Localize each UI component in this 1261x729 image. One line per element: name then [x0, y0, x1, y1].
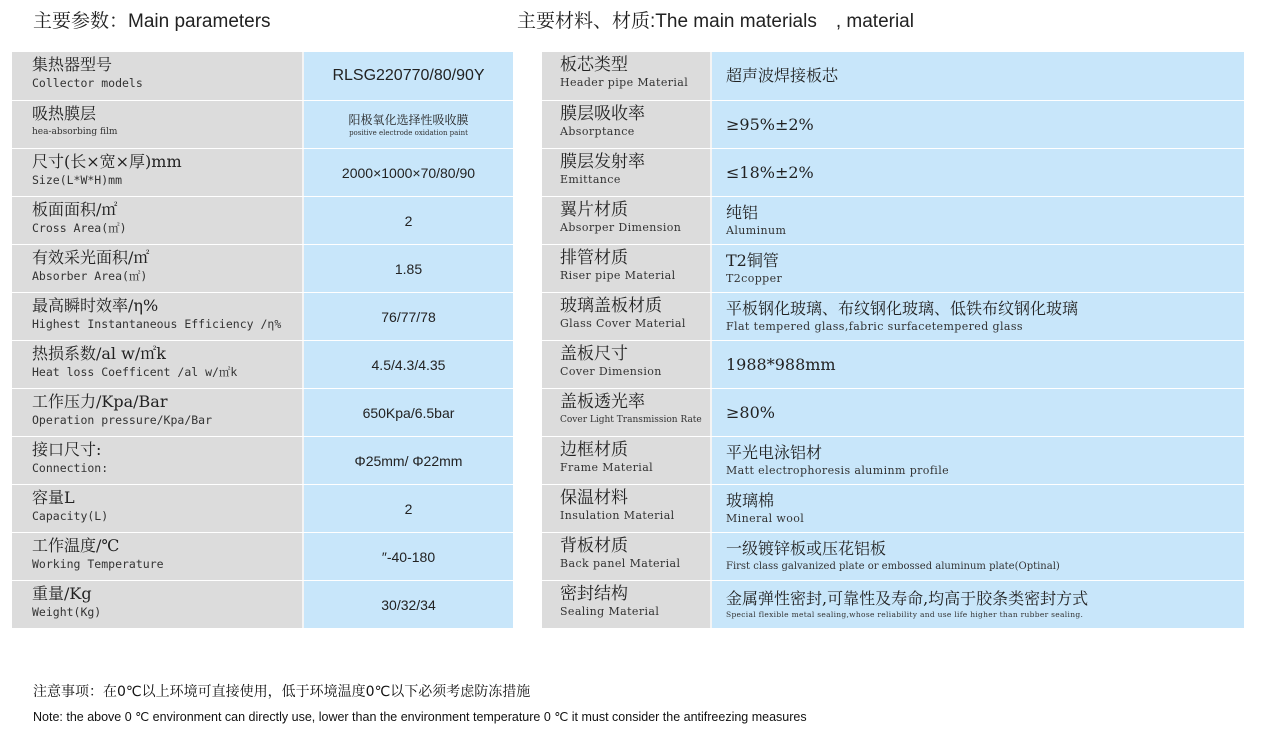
- param-label-en: Connection:: [32, 461, 109, 475]
- material-label: [542, 389, 712, 436]
- material-label-en: Sealing Material: [560, 605, 660, 618]
- material-label: [542, 341, 712, 388]
- material-value-en: Matt electrophoresis aluminm profile: [726, 464, 950, 477]
- param-label-en: Highest Instantaneous Efficiency /η%: [32, 317, 282, 331]
- material-label-cn: 膜层吸收率: [560, 104, 645, 124]
- material-label-cn: 玻璃盖板材质: [560, 296, 662, 316]
- parameters-table: [12, 52, 513, 628]
- param-value-text: 4.5/4.3/4.35: [371, 356, 446, 373]
- param-label-cn: 接口尺寸:: [32, 440, 102, 459]
- material-label-en: Cover Dimension: [560, 365, 662, 378]
- param-label: [12, 293, 304, 340]
- materials-table: [542, 52, 1244, 628]
- material-label-en: Glass Cover Material: [560, 317, 686, 330]
- material-value-en: T2copper: [726, 272, 783, 285]
- material-label: [542, 533, 712, 580]
- param-value-text: 2: [404, 500, 413, 517]
- material-value-en: Mineral wool: [726, 512, 805, 525]
- param-value-text: 76/77/78: [381, 308, 436, 325]
- table-row: [542, 100, 1244, 148]
- note-english: Note: the above 0 ℃ environment can directly use, lower than the environment temperature 0 ℃ it must consider the antifreezing measures: [33, 710, 807, 724]
- table-row: [12, 100, 513, 148]
- material-label-cn: 盖板尺寸: [560, 344, 628, 364]
- material-label: [542, 437, 712, 484]
- material-label-en: Back panel Material: [560, 557, 681, 570]
- param-label: [12, 533, 304, 580]
- param-value-text: RLSG220770/80/90Y: [332, 67, 485, 84]
- param-value: [304, 485, 513, 532]
- material-value: [712, 245, 1244, 292]
- table-row: [12, 52, 513, 100]
- table-row: [12, 148, 513, 196]
- param-label: [12, 341, 304, 388]
- material-label: [542, 52, 712, 100]
- material-label-cn: 保温材料: [560, 488, 628, 508]
- param-value-text: 650Kpa/6.5bar: [362, 404, 455, 421]
- material-label-en: Insulation Material: [560, 509, 675, 522]
- material-label-cn: 膜层发射率: [560, 152, 645, 172]
- material-value: [712, 437, 1244, 484]
- param-value: [304, 581, 513, 628]
- param-label: [12, 437, 304, 484]
- param-value: [304, 389, 513, 436]
- material-label-en: Riser pipe Material: [560, 269, 676, 282]
- param-label: [12, 245, 304, 292]
- material-label-en: Header pipe Material: [560, 76, 689, 89]
- material-value: [712, 485, 1244, 532]
- param-value: [304, 245, 513, 292]
- material-label-cn: 背板材质: [560, 536, 628, 556]
- param-label: [12, 485, 304, 532]
- table-row: [12, 532, 513, 580]
- param-label-en: Absorber Area(㎡): [32, 269, 148, 283]
- material-value: [712, 101, 1244, 148]
- table-row: [12, 292, 513, 340]
- param-label-en: hea-absorbing film: [32, 127, 118, 137]
- table-row: [542, 484, 1244, 532]
- material-value-en: First class galvanized plate or embossed aluminum plate(Optinal): [726, 561, 1060, 572]
- material-value-cn: ≥80%: [726, 402, 775, 422]
- param-label-cn: 工作温度/℃: [32, 536, 120, 555]
- table-row: [542, 532, 1244, 580]
- param-label-cn: 容量L: [32, 488, 75, 507]
- param-value-text: 1.85: [394, 260, 423, 277]
- material-value: [712, 293, 1244, 340]
- param-value: [304, 197, 513, 244]
- material-value: [712, 389, 1244, 436]
- param-label: [12, 197, 304, 244]
- material-label-cn: 密封结构: [560, 584, 628, 604]
- param-label-cn: 集热器型号: [32, 55, 113, 74]
- param-label-cn: 有效采光面积/㎡: [32, 248, 150, 267]
- material-value-cn: 玻璃棉: [726, 491, 775, 510]
- material-value-cn: 一级镀锌板或压花铝板: [726, 539, 887, 558]
- param-value-text: 2000×1000×70/80/90: [341, 164, 476, 181]
- material-value-cn: ≤18%±2%: [726, 162, 814, 182]
- table-row: [12, 340, 513, 388]
- material-label-en: Absorptance: [560, 125, 635, 138]
- param-label-en: Cross Area(㎡): [32, 221, 127, 235]
- param-value: [304, 52, 513, 100]
- material-label: [542, 485, 712, 532]
- table-row: [12, 580, 513, 628]
- material-value-cn: 1988*988mm: [726, 354, 836, 374]
- main-materials-heading: 主要材料、材质:The main materials , material: [517, 11, 914, 32]
- table-row: [542, 436, 1244, 484]
- table-row: [542, 148, 1244, 196]
- table-row: [12, 484, 513, 532]
- param-label-en: Capacity(L): [32, 509, 109, 523]
- param-label: [12, 389, 304, 436]
- material-value-cn: 平光电泳铝材: [726, 443, 823, 462]
- param-label-cn: 重量/Kg: [32, 584, 92, 603]
- material-label: [542, 197, 712, 244]
- material-label: [542, 245, 712, 292]
- material-label-cn: 边框材质: [560, 440, 628, 460]
- param-value: [304, 533, 513, 580]
- param-value-text: Φ25mm/ Φ22mm: [354, 452, 463, 469]
- param-value-text: 30/32/34: [381, 596, 436, 613]
- material-value: [712, 197, 1244, 244]
- material-value: [712, 581, 1244, 628]
- param-label-en: Heat loss Coefficent /al w/㎡k: [32, 365, 238, 379]
- material-value-en: Flat tempered glass,fabric surfacetempered glass: [726, 320, 1023, 333]
- material-value-cn: 超声波焊接板芯: [726, 66, 839, 85]
- material-label: [542, 581, 712, 628]
- param-label-cn: 板面面积/㎡: [32, 200, 118, 219]
- table-row: [12, 388, 513, 436]
- material-label-en: Frame Material: [560, 461, 654, 474]
- param-label: [12, 149, 304, 196]
- material-value: [712, 52, 1244, 100]
- material-value-cn: ≥95%±2%: [726, 114, 814, 134]
- material-value-en: Aluminum: [726, 224, 787, 237]
- param-value-subtext: positive electrode oxidation paint: [349, 128, 468, 137]
- table-row: [542, 340, 1244, 388]
- material-value-en: Special flexible metal sealing,whose reliability and use life higher than rubber sealing.: [726, 609, 1084, 619]
- param-label-en: Working Temperature: [32, 557, 164, 571]
- table-row: [542, 196, 1244, 244]
- material-label-cn: 盖板透光率: [560, 392, 645, 412]
- material-value: [712, 341, 1244, 388]
- param-label-en: Collector models: [32, 76, 143, 90]
- param-value-text: 2: [404, 212, 413, 229]
- material-label: [542, 293, 712, 340]
- param-label-en: Size(L*W*H)mm: [32, 173, 123, 187]
- param-value: [304, 149, 513, 196]
- param-label-cn: 尺寸(长×宽×厚)mm: [32, 152, 182, 171]
- material-value-cn: 纯铝: [726, 203, 759, 222]
- material-label-cn: 排管材质: [560, 248, 628, 268]
- param-label-cn: 最高瞬时效率/η%: [32, 296, 159, 315]
- material-label-cn: 板芯类型: [560, 55, 628, 75]
- material-value-cn: 金属弹性密封,可靠性及寿命,均高于胶条类密封方式: [726, 588, 1089, 608]
- param-value-text: 阳极氧化选择性吸收膜: [348, 112, 469, 127]
- table-row: [542, 580, 1244, 628]
- param-value: [304, 437, 513, 484]
- material-value: [712, 533, 1244, 580]
- param-label-cn: 工作压力/Kpa/Bar: [32, 392, 168, 411]
- table-row: [12, 436, 513, 484]
- main-parameters-heading: 主要参数：Main parameters: [33, 11, 271, 32]
- param-value: [304, 293, 513, 340]
- material-label-cn: 翼片材质: [560, 200, 628, 220]
- param-label: [12, 52, 304, 100]
- material-value: [712, 149, 1244, 196]
- material-value-cn: 平板钢化玻璃、布纹钢化玻璃、低铁布纹钢化玻璃: [726, 299, 1079, 318]
- param-value-text: ″-40-180: [381, 548, 436, 565]
- table-row: [542, 292, 1244, 340]
- table-row: [542, 52, 1244, 100]
- param-value: [304, 341, 513, 388]
- param-label: [12, 581, 304, 628]
- param-label-en: Operation pressure/Kpa/Bar: [32, 413, 213, 427]
- material-label-en: Cover Light Transmission Rate: [560, 415, 702, 425]
- param-label-en: Weight(Kg): [32, 605, 102, 619]
- param-value: [304, 101, 513, 148]
- material-label-en: Emittance: [560, 173, 621, 186]
- table-row: [542, 388, 1244, 436]
- table-row: [12, 244, 513, 292]
- param-label-cn: 吸热膜层: [32, 104, 97, 123]
- material-value-cn: T2铜管: [726, 251, 779, 270]
- param-label: [12, 101, 304, 148]
- table-row: [542, 244, 1244, 292]
- material-label: [542, 101, 712, 148]
- note-chinese: 注意事项：在0℃以上环境可直接使用，低于环境温度0℃以下必须考虑防冻措施: [33, 684, 531, 700]
- table-row: [12, 196, 513, 244]
- material-label: [542, 149, 712, 196]
- param-label-cn: 热损系数/al w/㎡k: [32, 344, 166, 363]
- material-label-en: Absorper Dimension: [560, 221, 682, 234]
